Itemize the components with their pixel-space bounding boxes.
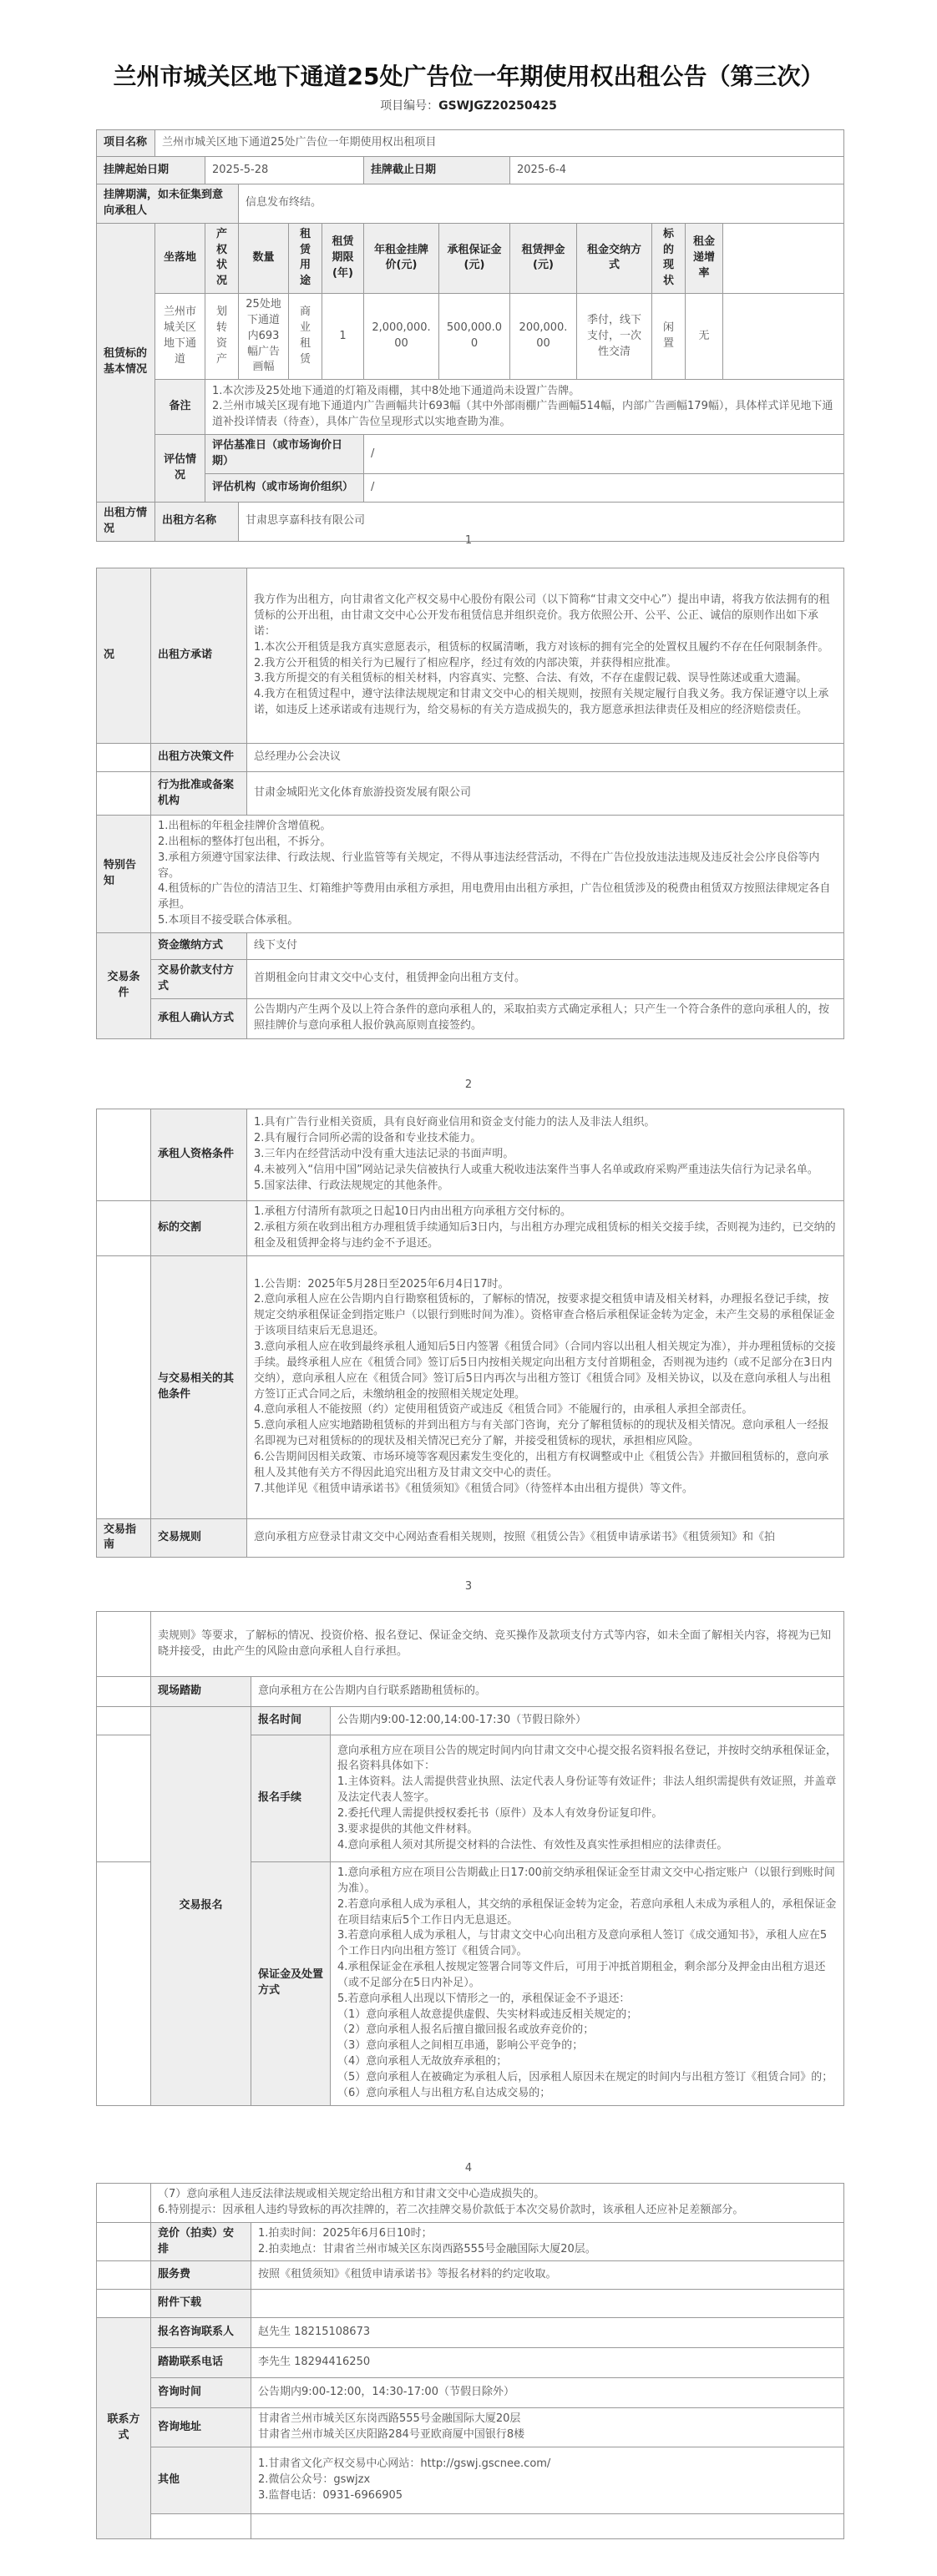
qualification-value: 1.具有广告行业相关资质，具有良好商业信用和资金支付能力的法人及非法人组织。 2.具有履行合同所必需的设备和专业技术能力。 3.三年内在经营活动中没有重大违法记录的书面声明。 4.未被列入“信用中国”网站记录失信被执行人或重大税收违法案件当事人名单或政府采购严重违法失信行为记录名单。 5.国家法律、行政法规规定的其他条件。 <box>247 1109 844 1201</box>
page-number: 1 <box>464 534 473 547</box>
table-cell: 划转资产 <box>205 294 239 380</box>
table-cell: 季付，线下支付，一次性交清 <box>577 294 652 380</box>
page-number: 4 <box>464 2162 473 2174</box>
col-header: 年租金挂牌价(元) <box>364 223 439 293</box>
trade-rule-label: 交易规则 <box>151 1518 247 1558</box>
pay-method-label: 资金缴纳方式 <box>151 932 247 959</box>
registration-label: 交易报名 <box>151 1707 251 2106</box>
price-pay-value: 首期租金向甘肃文交中心支付，租赁押金向出租方支付。 <box>247 959 844 998</box>
end-date-value: 2025-6-4 <box>510 157 844 184</box>
eval-date-label: 评估基准日（或市场询价日期） <box>205 435 364 474</box>
col-header: 坐落地 <box>155 223 205 293</box>
reg-contact-label: 报名咨询联系人 <box>151 2318 251 2348</box>
col-header: 租赁期限(年) <box>322 223 364 293</box>
project-name-value: 兰州市城关区地下通道25处广告位一年期使用权出租项目 <box>155 130 844 157</box>
extension-label: 挂牌期满，如未征集到意向承租人 <box>97 184 239 224</box>
col-header: 承租保证金(元) <box>439 223 510 293</box>
trade-guide-table <box>96 1611 844 2106</box>
eval-date-value: / <box>364 435 844 474</box>
col-header: 数量 <box>239 223 289 293</box>
eval-org-value: / <box>364 473 844 502</box>
attachment-label: 附件下载 <box>151 2290 251 2318</box>
table-cell: 2,000,000.00 <box>364 294 439 380</box>
situation-label-cont: 况 <box>97 568 151 744</box>
confirm-label: 承租人确认方式 <box>151 998 247 1038</box>
col-header: 标的现状 <box>652 223 686 293</box>
reg-procedure-value: 意向承租方应在项目公告的规定时间内向甘肃文交中心提交报名资料报名登记，并按时交纳承租保证金，报名资料具体如下： 1.主体资料。法人需提供营业执照、法定代表人身份证等有效证件；非法人组织需提供有效证照，并盖章及法定代表人签字。 2.委托代理人需提供授权委托书（原件）及本人有效身份证复印件。 3.要求提供的其他文件材料。 4.意向承租人须对其所提交材料的合法性、有效性及真实性承担相应的法律责任。 <box>331 1735 844 1862</box>
delivery-value: 1.承租方付清所有款项之日起10日内由出租方向承租方交付标的。 2.承租方须在收到出租方办理租赁手续通知后3日内，与出租方办理完成租赁标的相关交接手续，否则视为违约，已交纳的租金及租赁押金将与违约金不予退还。 <box>247 1201 844 1256</box>
view-phone-value: 李先生 18294416250 <box>251 2348 844 2378</box>
promise-value: 我方作为出租方，向甘肃省文化产权交易中心股份有限公司（以下简称“甘肃文交中心”）提出申请，将我方依法拥有的租赁标的公开出租，由甘肃文交中心公开发布租赁信息并组织竞价。我方依照公开、公平、公正、诚信的原则作出如下承诺： 1.本次公开租赁是我方真实意愿表示，租赁标的权属清晰，我方对该标的拥有完全的处置权且履约不存在任何限制条件。 2.我方公开租赁的相关行为已履行了相应程序，经过有效的内部决策，并获得相应批准。 3.我方所提交的有关租赁标的相关材料，内容真实、完整、合法、有效，不存在虚假记载、误导性陈述或重大遗漏。 4.我方在租赁过程中，遵守法律法规规定和甘肃文交中心的相关规则，按照有关规定履行自我义务。我方保证遵守以上承诺，如违反上述承诺或有违规行为，给交易标的有关方造成损失的，我方愿意承担法律责任及相应的经济赔偿责任。 <box>247 568 844 744</box>
qualification-label: 承租人资格条件 <box>151 1109 247 1201</box>
other-value: 1.甘肃省文化产权交易中心网站：http://gswj.gscnee.com/ 2.微信公众号：gswjzx 3.监督电话：0931-6966905 <box>251 2447 844 2514</box>
rule-continue-value: 卖规则》等要求，了解标的情况、投资价格、报名登记、保证金交纳、竞买操作及款项支付方式等内容，如未全面了解相关内容，将视为已知晓并接受，由此产生的风险由意向承租人自行承担。 <box>151 1612 844 1677</box>
contact-table <box>96 2183 844 2539</box>
approval-value: 甘肃金城阳光文化体育旅游投资发展有限公司 <box>247 772 844 816</box>
col-header: 租赁用途 <box>289 223 322 293</box>
hours-value: 公告期内9:00-12:00，14:30-17:00（节假日除外） <box>251 2378 844 2408</box>
deposit-value: 1.意向承租方应在项目公告期截止日17:00前交纳承租保证金至甘肃文交中心指定账户（以银行到账时间为准）。 2.若意向承租人成为承租人，其交纳的承租保证金转为定金，若意向承租人未成为承租人的，承租保证金在项目结束后5个工作日内无息退还。 3.若意向承租人成为承租人，与甘肃文交中心向出租方及意向承租人签订《成交通知书》，承租人应在5个工作日内向出租方签订《租赁合同》。 4.承租保证金在承租人按规定签署合同等文件后，可用于冲抵首期租金，剩余部分及押金由出租方退还（或不足部分在5日内补足）。 5.若意向承租人出现以下情形之一的，承租保证金不予退还： （1）意向承租人故意提供虚假、失实材料或违反相关规定的； （2）意向承租人报名后擅自撤回报名或放弃竞价的； （3）意向承租人之间相互串通，影响公平竞争的； （4）意向承租人无故放弃承租的； （5）意向承租人在被确定为承租人后，因承租人原因未在规定的时间内与出租方签订《租赁合同》的； （6）意向承租人与出租方私自达成交易的； <box>331 1862 844 2106</box>
deposit-item-7: （7）意向承租人违反法律法规或相关规定给出租方和甘肃文交中心造成损失的。 6.特别提示：因承租人违约导致标的再次挂牌的，若二次挂牌交易价款低于本次交易价款时，该承租人还应补足差额部分。 <box>151 2184 844 2223</box>
reg-time-value: 公告期内9:00-12:00,14:00-17:30（节假日除外） <box>331 1707 844 1735</box>
pay-method-value: 线下支付 <box>247 932 844 959</box>
start-date-value: 2025-5-28 <box>205 157 364 184</box>
trade-conditions-label: 交易条件 <box>97 932 151 1038</box>
hours-label: 咨询时间 <box>151 2378 251 2408</box>
project-name-label: 项目名称 <box>97 130 155 157</box>
address-value: 甘肃省兰州市城关区东岗西路555号金融国际大厦20层 甘肃省兰州市城关区庆阳路284号亚欧商厦中国银行8楼 <box>251 2408 844 2447</box>
lessor-name-label: 出租方名称 <box>155 502 239 541</box>
service-fee-label: 服务费 <box>151 2261 251 2290</box>
col-header: 租赁押金(元) <box>510 223 577 293</box>
decision-doc-value: 总经理办公会决议 <box>247 744 844 772</box>
approval-label: 行为批准或备案机构 <box>151 772 247 816</box>
project-number: 项目编号：GSWJGZ20250425 <box>380 99 557 113</box>
reg-contact-value: 赵先生 18215108673 <box>251 2318 844 2348</box>
remarks-value: 1.本次涉及25处地下通道的灯箱及雨棚，其中8处地下通道尚未设置广告牌。 2.兰州市城关区现有地下通道内广告画幅共计693幅（其中外部雨棚广告画幅514幅，内部广告画幅179幅），具体样式详见地下通道补投详情表（待查），具体广告位呈现形式以实地查勘为准。 <box>205 380 844 435</box>
address-label: 咨询地址 <box>151 2408 251 2447</box>
start-date-label: 挂牌起始日期 <box>97 157 205 184</box>
basic-situation-label: 租赁标的基本情况 <box>97 223 155 502</box>
lessor-terms-table <box>96 568 844 1039</box>
reg-time-label: 报名时间 <box>251 1707 331 1735</box>
table-cell: 闲置 <box>652 294 686 380</box>
table-cell-blank <box>723 294 844 380</box>
table-cell: 无 <box>686 294 723 380</box>
deposit-label: 保证金及处置方式 <box>251 1862 331 2106</box>
remarks-label: 备注 <box>155 380 205 435</box>
page-number: 2 <box>464 1078 473 1091</box>
evaluation-label: 评估情况 <box>155 435 205 503</box>
eval-org-label: 评估机构（或市场询价组织） <box>205 473 364 502</box>
price-pay-label: 交易价款支付方式 <box>151 959 247 998</box>
page-number: 3 <box>464 1580 473 1593</box>
decision-doc-label: 出租方决策文件 <box>151 744 247 772</box>
basic-info-table <box>96 129 844 542</box>
page-title: 兰州市城关区地下通道25处广告位一年期使用权出租公告（第三次） <box>113 63 824 90</box>
service-fee-value: 按照《租赁须知》《租赁申请承诺书》等报名材料的约定收取。 <box>251 2261 844 2290</box>
lessor-name-value: 甘肃思享嘉科技有限公司 <box>239 502 844 541</box>
extension-value: 信息发布终结。 <box>239 184 844 224</box>
confirm-value: 公告期内产生两个及以上符合条件的意向承租人的，采取拍卖方式确定承租人；只产生一个符合条件的意向承租人的，按照挂牌价与意向承租人报价孰高原则直接签约。 <box>247 998 844 1038</box>
trade-conditions-table <box>96 1109 844 1558</box>
site-view-value: 意向承租方在公告期内自行联系踏勘租赁标的。 <box>251 1677 844 1707</box>
site-view-label: 现场踏勘 <box>151 1677 251 1707</box>
trade-guide-label: 交易指南 <box>97 1518 151 1558</box>
col-header: 租金交纳方式 <box>577 223 652 293</box>
auction-value: 1.拍卖时间：2025年6月6日10时； 2.拍卖地点：甘肃省兰州市城关区东岗西路555号金融国际大厦20层。 <box>251 2222 844 2261</box>
delivery-label: 标的交割 <box>151 1201 247 1256</box>
promise-label: 出租方承诺 <box>151 568 247 744</box>
table-cell: 200,000.00 <box>510 294 577 380</box>
special-notice-value: 1.出租标的年租金挂牌价含增值税。 2.出租标的整体打包出租，不拆分。 3.承租方须遵守国家法律、行政法规、行业监管等有关规定，不得从事违法经营活动，不得在广告位投放违法违规及违反社会公序良俗等内容。 4.租赁标的广告位的清洁卫生、灯箱维护等费用由承租方承担，用电费用由出租方承担，广告位租赁涉及的税费由租赁双方按照法律规定各自承担。 5.本项目不接受联合体承租。 <box>151 816 844 933</box>
reg-procedure-label: 报名手续 <box>251 1735 331 1862</box>
other-conditions-value: 1.公告期：2025年5月28日至2025年6月4日17时。 2.意向承租人应在公告期内自行勘察租赁标的，了解标的情况，按要求提交租赁申请及相关材料，办理报名登记手续，按规定交纳承租保证金到指定账户（以银行到账时间为准）。资格审查合格后承租保证金转为定金，未产生交易的承租保证金于该项目结束后无息退还。 3.意向承租人应在收到最终承租人通知后5日内签署《租赁合同》（合同内容以出租人相关规定为准），并办理租赁标的交接手续。最终承租人应在《租赁合同》签订后5日内按相关规定向出租方支付首期租金，否则视为违约（或不足部分在3日内交纳），意向承租人应在《租赁合同》签订后5日内再次与出租方签订《租赁合同》及相关协议，以及在意向承租人与出租方签订正式合同之后，未缴纳租金的按照相关规定处理。 4.意向承租人不能按照（约）定使用租赁资产或违反《租赁合同》不能履行的，由承租人承担全部责任。 5.意向承租人应实地踏勘租赁标的并到出租方与有关部门咨询，充分了解租赁标的的现状及相关情况。意向承租人一经报名即视为已对租赁标的的现状及相关情况已充分了解，并接受租赁标的现状，承担相应风险。 6.公告期间因相关政策、市场环境等客观因素发生变化的，出租方有权调整或中止《租赁公告》并撤回租赁标的，意向承租人及其他有关方不得因此追究出租方及甘肃文交中心的责任。 7.其他详见《租赁申请承诺书》《租赁须知》《租赁合同》（待签样本由出租方提供）等文件。 <box>247 1255 844 1518</box>
col-header: 产权状况 <box>205 223 239 293</box>
contact-label: 联系方式 <box>97 2318 151 2539</box>
other-label: 其他 <box>151 2447 251 2514</box>
view-phone-label: 踏勘联系电话 <box>151 2348 251 2378</box>
other-conditions-label: 与交易相关的其他条件 <box>151 1255 247 1518</box>
table-cell: 25处地下通道内693幅广告画幅 <box>239 294 289 380</box>
col-header-blank <box>723 223 844 293</box>
table-cell: 兰州市城关区地下通道 <box>155 294 205 380</box>
col-header: 租金递增率 <box>686 223 723 293</box>
trade-rule-value: 意向承租方应登录甘肃文交中心网站查看相关规则，按照《租赁公告》《租赁申请承诺书》《租赁须知》和《拍 <box>247 1518 844 1558</box>
lessor-label: 出租方情况 <box>97 502 155 541</box>
attachment-value[interactable] <box>251 2290 844 2318</box>
special-notice-label: 特别告知 <box>97 816 151 933</box>
auction-label: 竞价（拍卖）安排 <box>151 2222 251 2261</box>
table-cell: 1 <box>322 294 364 380</box>
end-date-label: 挂牌截止日期 <box>364 157 510 184</box>
table-cell: 商业租赁 <box>289 294 322 380</box>
table-cell: 500,000.00 <box>439 294 510 380</box>
